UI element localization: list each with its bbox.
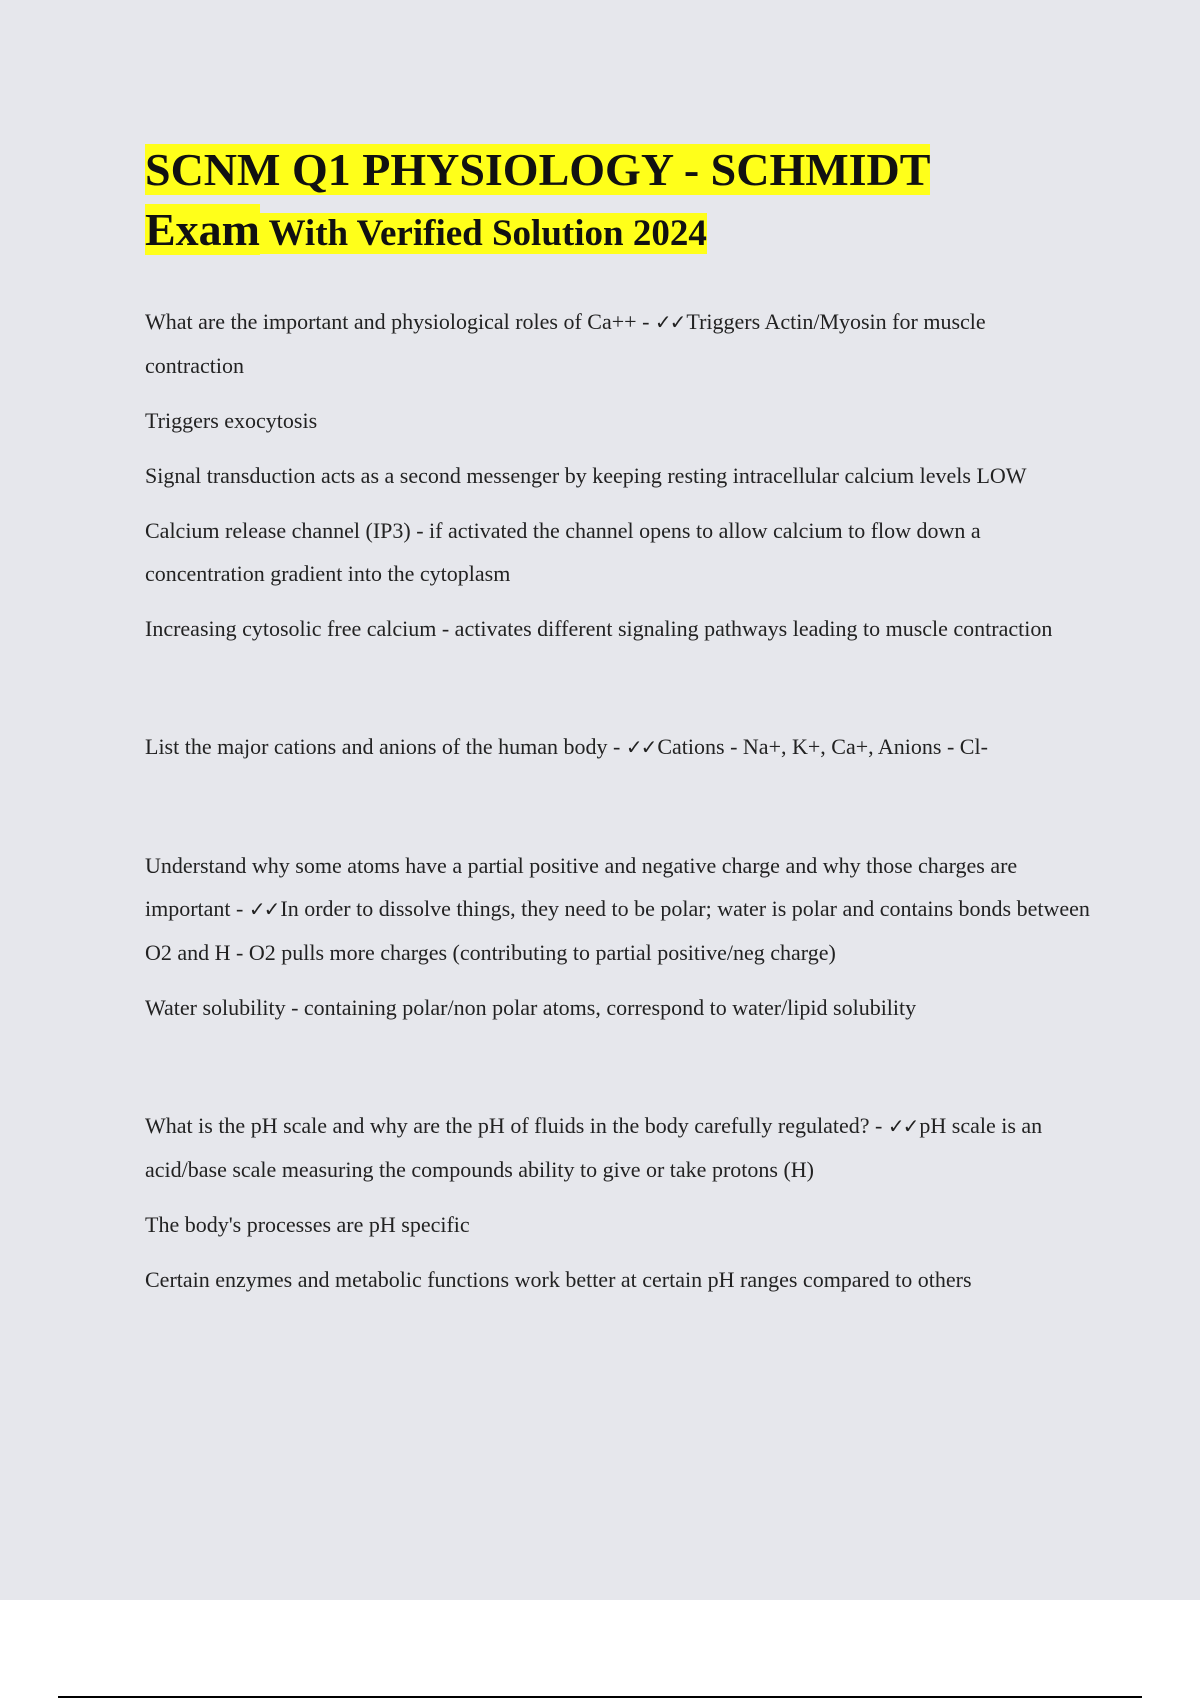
double-check-icon: ✓✓ (887, 1114, 918, 1138)
answer-text: In order to dissolve things, they need to be polar; water is polar and contains bonds between O2 and H - O2 pulls more charges (contributing to partial positive/neg charge) (145, 896, 1090, 965)
answer-detail: The body's processes are pH specific (145, 1212, 470, 1237)
answer-detail: Certain enzymes and metabolic functions work better at certain pH ranges compared to others (145, 1267, 972, 1292)
title-line-2 (145, 204, 707, 255)
answer-text: Triggers Actin/Myosin for muscle contraction (145, 309, 986, 378)
double-check-icon: ✓✓ (248, 897, 279, 921)
question-text: What is the pH scale and why are the pH of fluids in the body carefully regulated? - (145, 1113, 888, 1138)
qa-paragraph (145, 1104, 1090, 1191)
qa-paragraph (145, 844, 1090, 974)
qa-paragraph (145, 725, 1090, 769)
answer-detail: Increasing cytosolic free calcium - activates different signaling pathways leading to muscle contraction (145, 616, 1053, 641)
answer-text: Cations - Na+, K+, Ca+, Anions - Cl- (657, 734, 988, 759)
answer-detail: Calcium release channel (IP3) - if activated the channel opens to allow calcium to flow down a concentration gradient into the cytoplasm (145, 518, 981, 586)
qa-block-calcium (145, 300, 1090, 650)
answer-detail: Water solubility - containing polar/non polar atoms, correspond to water/lipid solubility (145, 995, 917, 1020)
answer-text: pH scale is an acid/base scale measuring the compounds ability to give or take protons (H) (145, 1113, 1043, 1182)
answer-detail: Signal transduction acts as a second messenger by keeping resting intracellular calcium levels LOW (145, 463, 1027, 488)
title-line-2-rest: With Verified Solution 2024 (260, 213, 707, 254)
question-text: What are the important and physiological roles of Ca++ - (145, 309, 655, 334)
double-check-icon: ✓✓ (654, 310, 685, 334)
footer-divider (58, 1696, 1142, 1698)
qa-block-ph (145, 1104, 1090, 1301)
qa-block-charges (145, 844, 1090, 1029)
document-content (145, 142, 1090, 1301)
double-check-icon: ✓✓ (625, 735, 656, 759)
page-title (145, 142, 1090, 262)
question-text: List the major cations and anions of the human body - (145, 734, 626, 759)
qa-paragraph (145, 300, 1090, 387)
title-line-1: SCNM Q1 PHYSIOLOGY - SCHMIDT (145, 144, 931, 195)
answer-detail: Triggers exocytosis (145, 408, 318, 433)
question-text: Understand why some atoms have a partial positive and negative charge and why those charges are important - (145, 853, 1018, 921)
title-line-2-lead: Exam (145, 204, 260, 255)
qa-block-ions (145, 725, 1090, 769)
